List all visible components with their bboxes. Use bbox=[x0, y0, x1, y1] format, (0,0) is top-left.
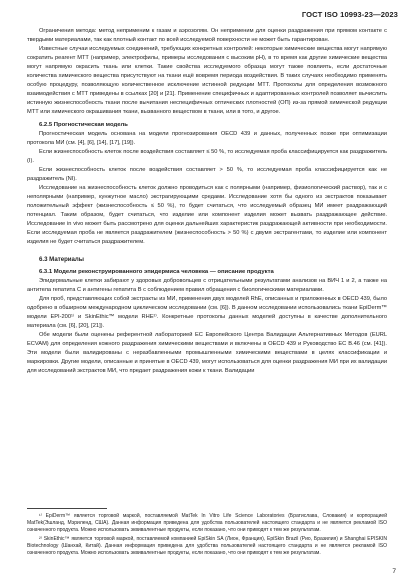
page-number: 7 bbox=[392, 568, 396, 575]
paragraph-known-cases: Известные случаи исследуемых соединений, требующих конкретных контролей: некоторые химические вещества могут напрямую сократить реагент МТТ (например, электрофилы, примеры исследования с высоким рН), в то время как другие химические вещества могут напрямую окрасить ткань или клетки. Такие свойства исследуемого образца могут также повлиять, если достаточные количества химического вещества присутствуют на ткани ещё вовремя периода воздействия. В таких случаях необходимо применять особую процедуру, позволяющую количественное исключение истинной редукции МТТ. Протоколы для определения возможного взаимодействия с МТТ приведены в ссылках [20] и [21]. Применение специфичных и адаптированных контролей позволяет вычислить истинную жизнеспособность ткани после вычитания неспецифичных оптических плотностей (ОП) из-за прямой химической редукции МТТ или химического окрашивания ткани, вызванного веществом в ткани, или в тото, и другое. bbox=[27, 46, 387, 115]
paragraph-irritant-criterion: Если жизнеспособность клеток после воздействия составляет ≤ 50 %, то исследуемая проба классифицируется как раздражитель (I). bbox=[27, 149, 387, 164]
section-heading-6-3: 6.3 Материалы bbox=[39, 256, 85, 263]
section-heading-6-3-1: 6.3.1 Модели реконструированного эпидермиса человека — описание продукта bbox=[39, 269, 274, 275]
paragraph-method-limits: Ограничения метода: метод неприменим к газам и аэрозолям. Он неприменим для оценки раздражения при прямом контакте с твердыми материалами, так как плотный контакт по всей исследуемой поверхности не может быть гарантирован. bbox=[27, 28, 387, 43]
section-heading-6-2-5: 6.2.5 Прогностическая модель bbox=[39, 122, 128, 128]
paragraph-epidermal-cells: Эпидермальные клетки забирают у здоровых добровольцев с отрицательными результатами анализов на ВИЧ 1 и 2, а также на антитела гепатита С и антигены гепатита В с соблюдением правил обращения с биологическими материалами. bbox=[27, 278, 387, 293]
paragraph-viability-study: Исследование на жизнеспособность клеток должно проводиться как с полярными (например, физиологический раствор), так и с неполярными (например, кунжутное масло) экстрагирующими средами. Исследование хотя бы одного из экстрактов показывает положительный эффект (жизнеспособность ≤ 50 %), то будет считаться, что исследуемый образец МИ имеет раздражающий потенциал. Таким образом, будет считаться, что изделие или компонент изделия может вызвать раздражающее действие. Исследование in vivo может быть рассмотрено для оценки дальнейших характеристик раздражающей активности при необходимости. Если исследуемая проба не является раздражителем (жизнеспособность > 50 %) с двумя экстрагентами, то изделие или компонент изделия не будет считаться раздражителем. bbox=[27, 185, 387, 245]
footnotes bbox=[27, 508, 387, 559]
footnote-divider bbox=[27, 508, 107, 509]
document-code-header: ГОСТ ISO 10993-23—2023 bbox=[301, 10, 398, 19]
body-text bbox=[27, 27, 387, 376]
paragraph-prediction-model: Прогностическая модель основана на модели прогнозирования OECD 439 и данных, полученных позже при оптимизации протокола МИ (см. [4], [6], [14], [17], [19]). bbox=[27, 131, 387, 146]
paragraph-model-validation: Обе модели были оценены референтной лабораторией ЕС Европейского Центра Валидации Альтернативных Методов (EURL ECVAM) для определения кожного раздражения химическими веществами и включены в OECD 439 и Руководство ЕС B.46 (см. [41]). Эти модели были валидированы с неразбавленными промышленными химическими веществами в целях классификации и маркировки. Другие модели, описанные и принятые в OECD 439, могут использоваться для оценки раздражения МИ при их валидации для исследований экстрактов МИ, что предает раздражения кожи к ткани. Валидации bbox=[27, 332, 387, 374]
paragraph-non-irritant-criterion: Если жизнеспособность клеток после воздействия составляет > 50 %, то исследуемая проба классифицируется как не раздражитель (NI). bbox=[27, 167, 387, 182]
paragraph-extract-samples: Для проб, представляющих собой экстракты из МИ, применения двух моделей RhE, описанных и приложенных в OECD 439, было одобрено в обширном международном циклическом исследовании (см. [6]). В данном исследовании использовались ткани EpiDerm™ модели EPI-200¹⁾ и SkinEthic™ модели RHE²⁾. Конкретные протоколы данных моделей доступны в качестве дополнительного материала (см. [6], [20], [21]). bbox=[27, 296, 387, 329]
footnote-1: ¹⁾ EpiDerm™ является торговой маркой, поставляемой MatTek In Vitro Life Science Laboratories (Братислава, Словакия) и корпорацией MatTek(Эшланд, Мэриленд, США). Данная информация приведена для удобства пользователей настоящего стандарта и не является рекламой ISO означенного продукта. Можно использовать эквивалентные продукты, если показано, что они приводят к тем же результатам. bbox=[27, 513, 387, 533]
footnote-2: ²⁾ SkinEthic™ является торговой маркой, поставляемой компанией EpiSkin SA (Лион, Франция), EpiSkin Brazil (Рио, Бразилия) и Shanghai EPISKIN Biotechnology (Шанхай, Китай). Данная информация приведена для удобства пользователей настоящего стандарта и не является рекламой ISO означенного продукта. Можно использовать эквивалентные продукты, если показано, что они приводят к тем же результатам. bbox=[27, 536, 387, 556]
